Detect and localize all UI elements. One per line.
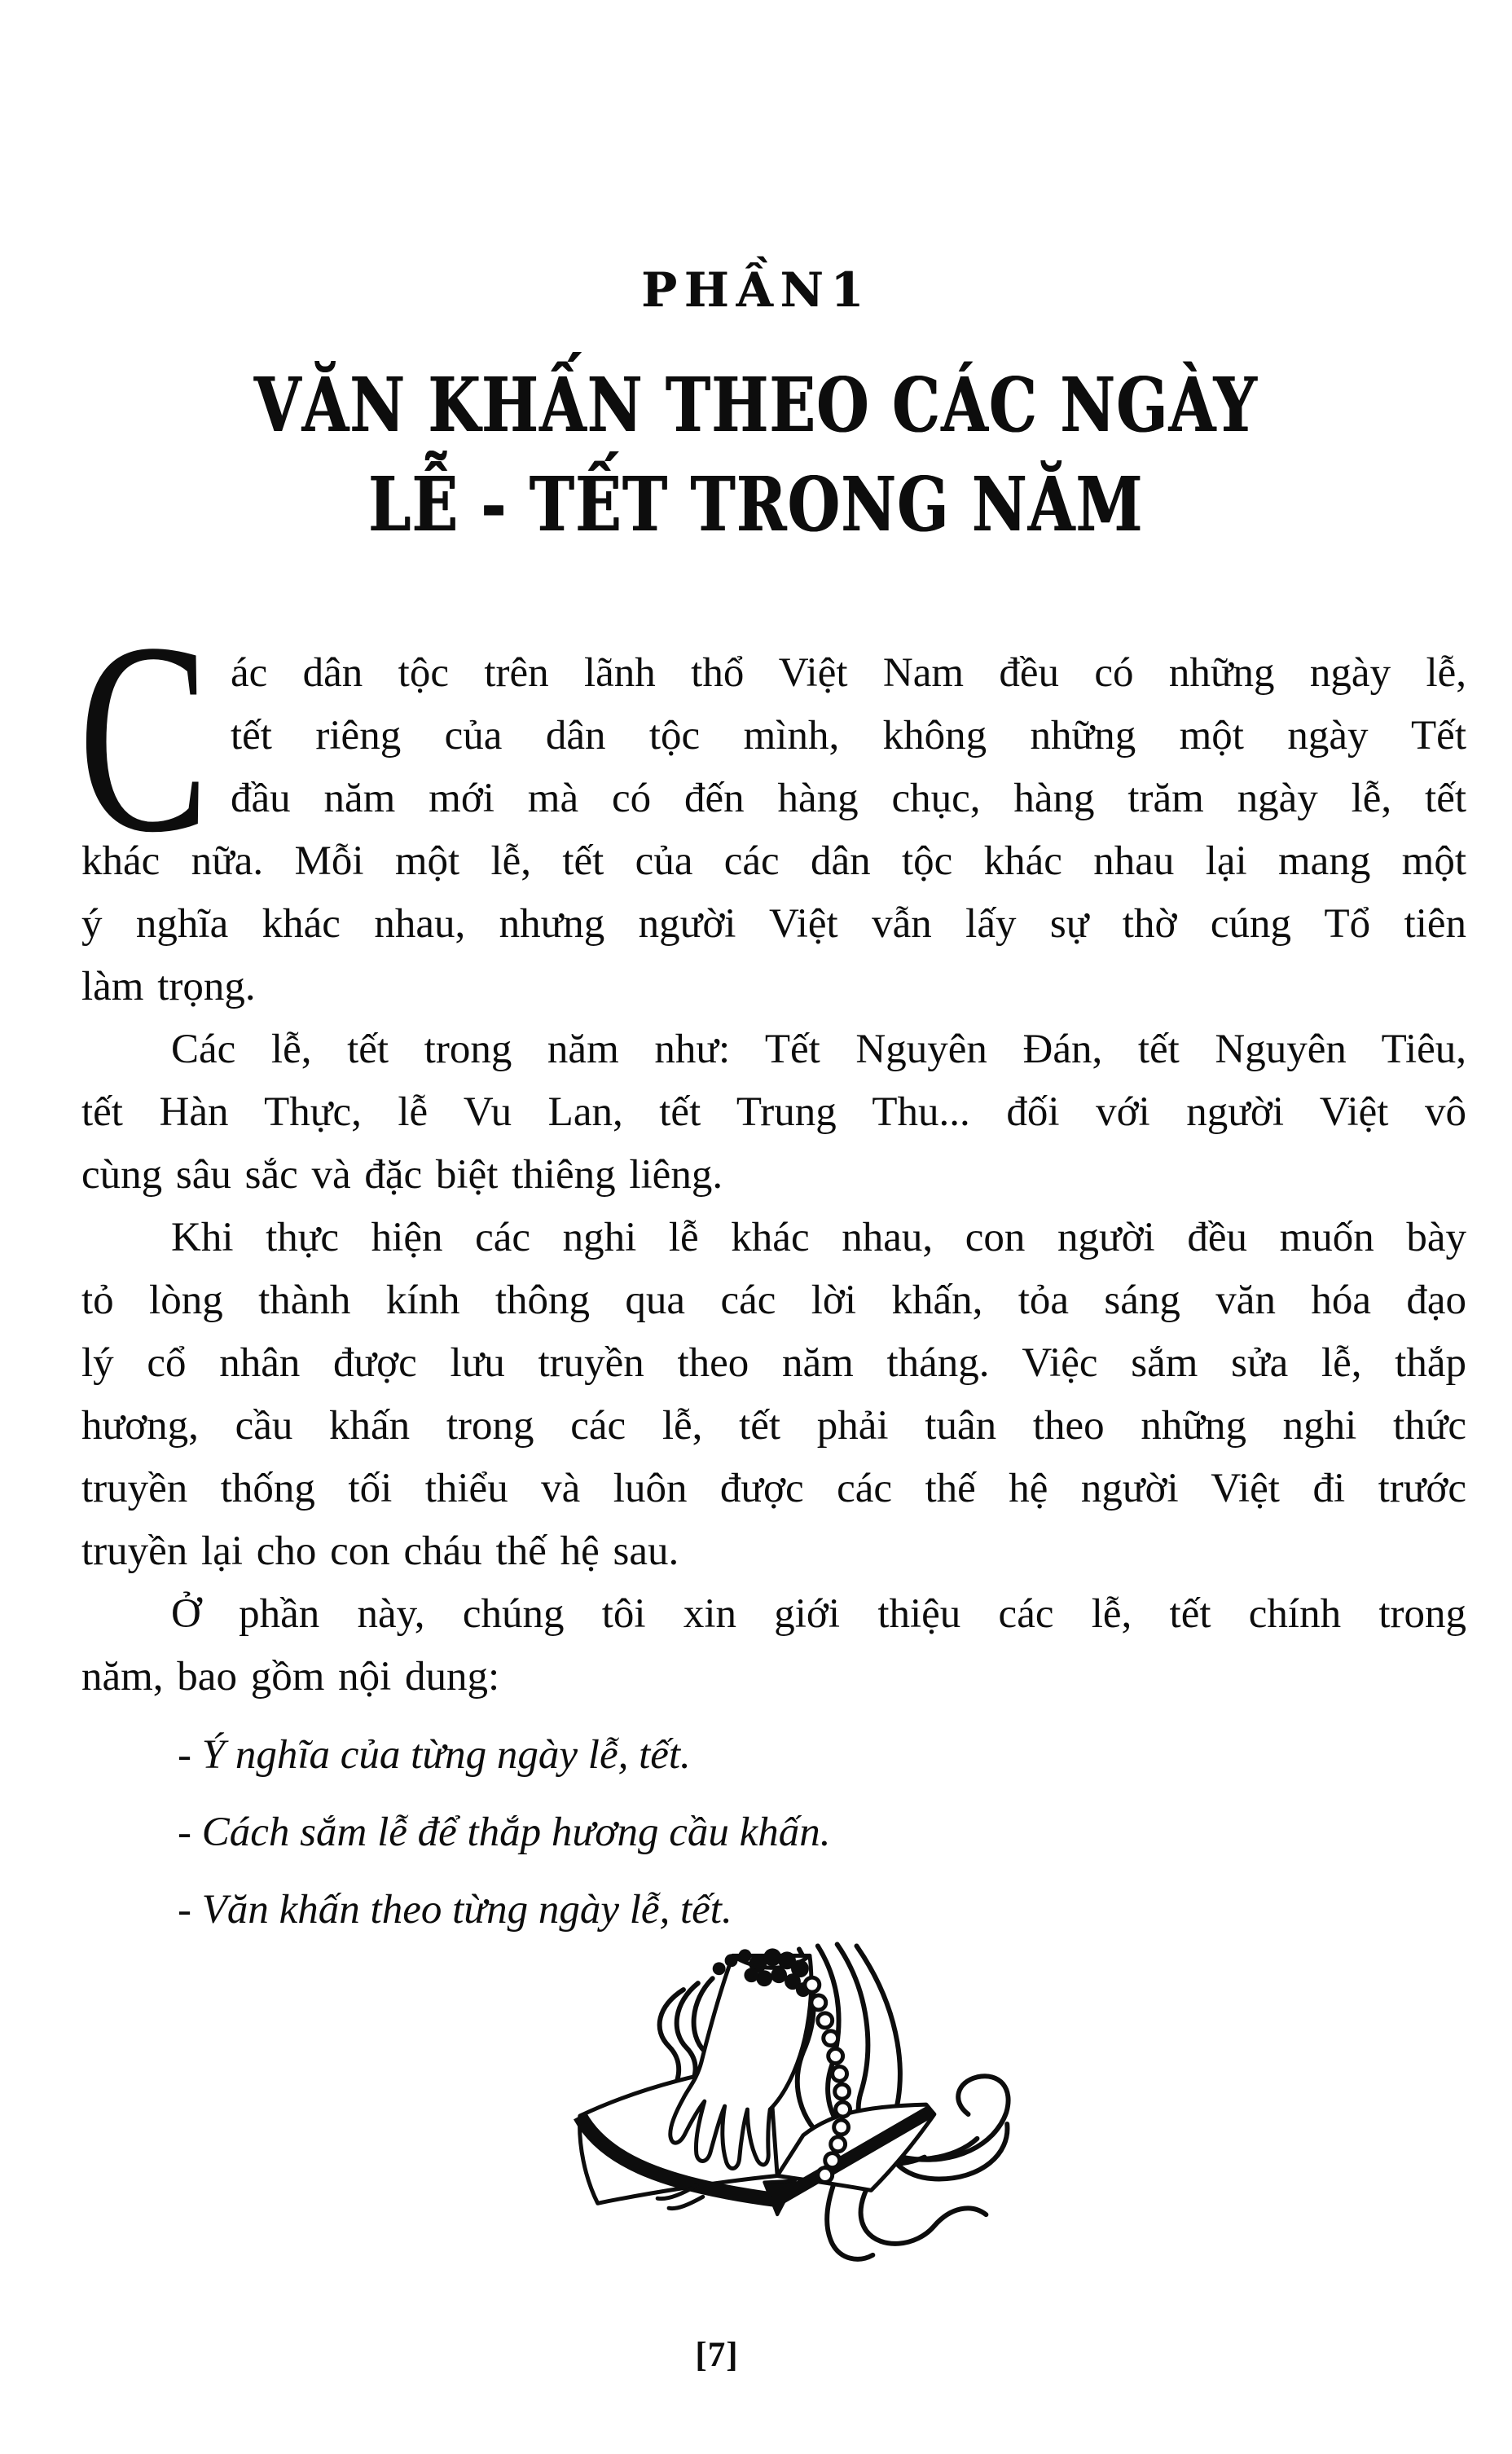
paragraph-1-beside-cap bbox=[231, 642, 1466, 830]
body-text-line: Khi thực hiện các nghi lễ khác nhau, con người đều muốn bày bbox=[171, 1215, 1466, 1260]
flowing-ribbons-right bbox=[798, 1944, 1009, 2258]
body-text-line: năm, bao gồm nội dung: bbox=[81, 1654, 500, 1700]
body-text-line: khác nữa. Mỗi một lễ, tết của các dân tộc khác nhau lại mang một bbox=[81, 838, 1466, 884]
body-text-line: ý nghĩa khác nhau, nhưng người Việt vẫn lấy sự thờ cúng Tổ tiên bbox=[81, 901, 1466, 947]
chapter-title-line-2: LỄ - TẾT TRONG NĂM bbox=[368, 460, 1144, 548]
chapter-title bbox=[0, 355, 1512, 554]
body-text-line: hương, cầu khấn trong các lễ, tết phải tuân theo những nghi thức bbox=[81, 1403, 1466, 1449]
body-text-line: làm trọng. bbox=[81, 964, 256, 1009]
list-item: - Văn khấn theo từng ngày lễ, tết. bbox=[178, 1887, 732, 1933]
hand-on-book-illustration bbox=[560, 1942, 1030, 2292]
body-text-line: đầu năm mới mà có đến hàng chục, hàng trăm ngày lễ, tết bbox=[231, 776, 1466, 821]
content-list bbox=[81, 1717, 1466, 1949]
body-text-line: Ở phần này, chúng tôi xin giới thiệu các lễ, tết chính trong bbox=[171, 1591, 1466, 1637]
list-item: - Cách sắm lễ để thắp hương cầu khấn. bbox=[178, 1810, 831, 1855]
body-text-line: tết Hàn Thực, lễ Vu Lan, tết Trung Thu... đối với người Việt vô bbox=[81, 1089, 1466, 1135]
body-text-line: truyền lại cho con cháu thế hệ sau. bbox=[81, 1528, 679, 1574]
body-text-line: ác dân tộc trên lãnh thổ Việt Nam đều có những ngày lễ, bbox=[231, 650, 1466, 696]
chapter-title-line-1: VĂN KHẤN THEO CÁC NGÀY bbox=[254, 361, 1258, 449]
drop-cap: C bbox=[78, 587, 209, 889]
body-text-line: Các lễ, tết trong năm như: Tết Nguyên Đán, tết Nguyên Tiêu, bbox=[171, 1027, 1466, 1072]
body-text bbox=[81, 642, 1466, 1949]
body-text-line: tết riêng của dân tộc mình, không những một ngày Tết bbox=[231, 713, 1466, 759]
body-text-line: lý cổ nhân được lưu truyền theo năm tháng. Việc sắm sửa lễ, thắp bbox=[81, 1340, 1466, 1386]
body-text-line: tỏ lòng thành kính thông qua các lời khấn, tỏa sáng văn hóa đạo bbox=[81, 1278, 1466, 1323]
list-item: - Ý nghĩa của từng ngày lễ, tết. bbox=[178, 1732, 691, 1778]
page-number: [7] bbox=[695, 2336, 739, 2374]
part-label: PHẦN1 bbox=[641, 262, 871, 318]
body-text-line: cùng sâu sắc và đặc biệt thiêng liêng. bbox=[81, 1152, 723, 1198]
body-text-line: truyền thống tối thiểu và luôn được các thế hệ người Việt đi trước bbox=[81, 1466, 1466, 1511]
